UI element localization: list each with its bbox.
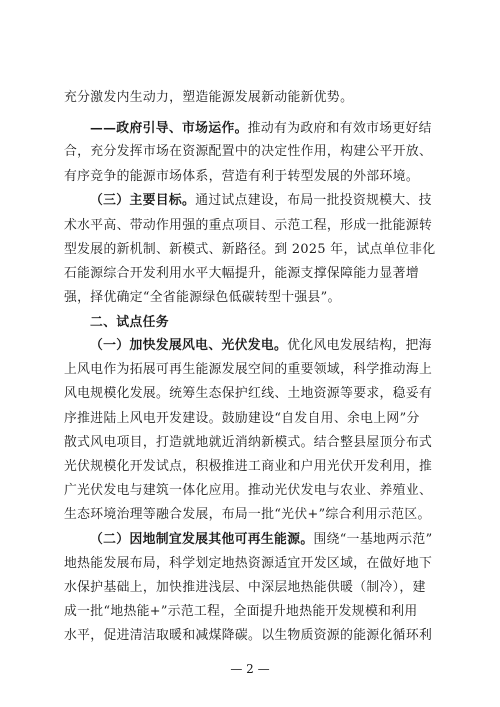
paragraph-line — [64, 628, 444, 644]
paragraph-line — [64, 459, 444, 475]
paragraph-line — [64, 362, 444, 378]
paragraph-line — [90, 532, 444, 548]
line-text: 散式风电项目，打造就地就近消纳新模式。结合整县屋顶分布式 — [64, 435, 433, 450]
line-text: 通过试点建设，布局一批投资规模大、技 — [195, 193, 432, 208]
line-text: 水平，促进清洁取暖和减煤降碳。以生物质资源的能源化循环利 — [64, 628, 433, 643]
line-text: 生态环境治理等融合发展，布局一批“光伏+”综合利用示范区。 — [64, 507, 431, 522]
line-text: 推动有为政府和有效市场更好结 — [247, 121, 432, 136]
line-text: 充分激发内生动力，塑造能源发展新动能新优势。 — [64, 90, 354, 105]
paragraph-line — [64, 90, 444, 106]
line-text: 强，择优确定“全省能源绿色低碳转型十强县”。 — [64, 290, 341, 305]
line-text: 序推进陆上风电开发建设。鼓励建设“自发自用、余电上网”分 — [64, 411, 420, 426]
paragraph-line — [64, 386, 444, 402]
paragraph-line — [64, 242, 444, 258]
paragraph-line — [64, 483, 444, 499]
paragraph-line — [64, 604, 444, 620]
bold-lead: （二）因地制宜发展其他可再生能源。 — [90, 532, 314, 547]
bold-lead: （一）加快发展风电、光伏发电。 — [90, 338, 288, 353]
line-text: 有序竞争的能源市场体系，营造有利于转型发展的外部环境。 — [64, 169, 419, 184]
paragraph-line — [90, 338, 444, 354]
line-text: 风电规模化发展。统筹生态保护红线、土地资源等要求，稳妥有 — [64, 386, 433, 401]
page-number: — 2 — — [230, 662, 270, 676]
paragraph-line — [64, 266, 444, 282]
paragraph-line — [90, 121, 444, 137]
paragraph-line — [90, 193, 444, 209]
line-text: 优化风电发展结构，把海 — [287, 338, 432, 353]
line-text: 地热能发展布局，科学划定地热资源适宜开发区域，在做好地下 — [64, 556, 433, 571]
line-text: 围绕“一基地两示范” — [313, 532, 433, 547]
paragraph-line — [64, 144, 444, 160]
section-heading: 二、试点任务 — [90, 315, 169, 330]
line-text: 型发展的新机制、新模式、新路径。到 2025 年，试点单位非化 — [64, 242, 436, 257]
paragraph-line — [64, 290, 444, 306]
paragraph-line — [64, 580, 444, 596]
line-text: 上风电作为拓展可再生能源发展空间的重要领域，科学推动海上 — [64, 362, 433, 377]
paragraph-line — [64, 411, 444, 427]
line-text: 水保护基础上，加快推进浅层、中深层地热能供暖（制冷），建 — [64, 580, 426, 595]
line-text: 合，充分发挥市场在资源配置中的决定性作用，构建公平开放、 — [64, 144, 433, 159]
paragraph-line — [64, 556, 444, 572]
line-text: 术水平高、带动作用强的重点项目、示范工程，形成一批能源转 — [64, 218, 433, 233]
paragraph-line — [64, 435, 444, 451]
line-text: 成一批“地热能+”示范工程，全面提升地热能开发规模和利用 — [64, 604, 418, 619]
paragraph-line — [64, 169, 444, 185]
paragraph-line — [64, 218, 444, 234]
bold-lead: ——政府引导、市场运作。 — [90, 121, 248, 136]
line-text: 广光伏发电与建筑一体化应用。推动光伏发电与农业、养殖业、 — [64, 483, 433, 498]
bold-lead: （三）主要目标。 — [90, 193, 196, 208]
paragraph-line — [64, 507, 444, 523]
line-text: 石能源综合开发利用水平大幅提升，能源支撑保障能力显著增 — [64, 266, 419, 281]
line-text: 光伏规模化开发试点，积极推进工商业和户用光伏开发利用，推 — [64, 459, 433, 474]
